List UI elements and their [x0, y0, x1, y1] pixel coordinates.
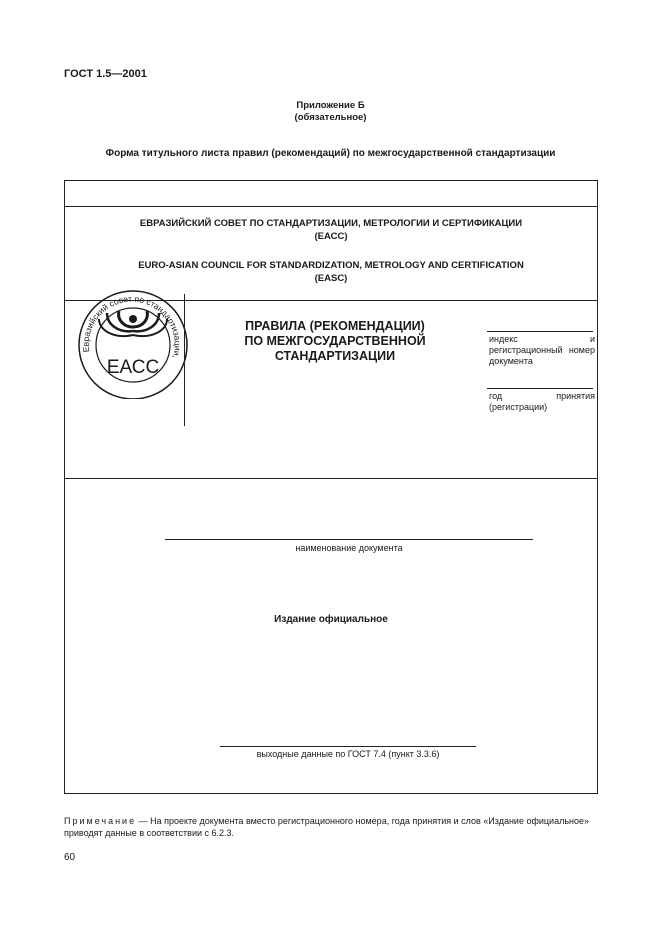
document-type-title [215, 319, 455, 364]
year-caption: год принятия (регистрации) [489, 391, 595, 412]
council-abbr-en: (EASC) [314, 273, 348, 284]
council-name-ru-text: ЕВРАЗИЙСКИЙ СОВЕТ ПО СТАНДАРТИЗАЦИИ, МЕТРОЛОГИИ И СЕРТИФИКАЦИИ [139, 218, 523, 229]
logo-ring-text: Евразийский совет по стандартизации, [80, 293, 183, 360]
title-line-3: СТАНДАРТИЗАЦИИ [274, 349, 396, 363]
footnote [64, 815, 598, 839]
page-number: 60 [64, 852, 76, 863]
title-line-2: ПО МЕЖГОСУДАРСТВЕННОЙ [244, 334, 426, 348]
index-line [487, 331, 593, 332]
council-name-ru [65, 217, 597, 243]
appendix-title: Приложение Б [296, 100, 365, 111]
index-caption: индекс и регистрационный номер документа [489, 334, 595, 366]
document-name-line [165, 539, 533, 540]
edition-label: Издание официальное [274, 614, 388, 625]
standard-code: ГОСТ 1.5—2001 [64, 68, 147, 80]
council-abbr-ru: (ЕАСС) [314, 231, 348, 242]
title-line-1: ПРАВИЛА (РЕКОМЕНДАЦИИ) [245, 319, 425, 333]
appendix-heading [0, 100, 661, 124]
document-name-caption: наименование документа [295, 543, 403, 553]
appendix-status: (обязательное) [294, 112, 367, 123]
title-page-form [64, 180, 598, 794]
council-name-en-text: EURO-ASIAN COUNCIL FOR STANDARDIZATION, METROLOGY AND CERTIFICATION [138, 260, 524, 271]
eacc-logo-icon [73, 289, 193, 399]
year-line [487, 388, 593, 389]
logo-divider [184, 294, 185, 426]
council-name-en [65, 259, 597, 285]
form-caption: Форма титульного листа правил (рекомендаций) по межгосударственной стандартизации [105, 148, 556, 159]
eacc-logo [73, 289, 193, 399]
output-data-caption: выходные данные по ГОСТ 7.4 (пункт 3.3.6) [256, 749, 440, 759]
logo-center-text: ЕАСС [106, 357, 160, 378]
note-lead: Примечание [64, 816, 137, 826]
note-text: — На проекте документа вместо регистрационного номера, года принятия и слов «Издание официальное» приводят данные в соответствии с 6.2.3. [64, 816, 590, 838]
output-data-line [220, 746, 476, 747]
